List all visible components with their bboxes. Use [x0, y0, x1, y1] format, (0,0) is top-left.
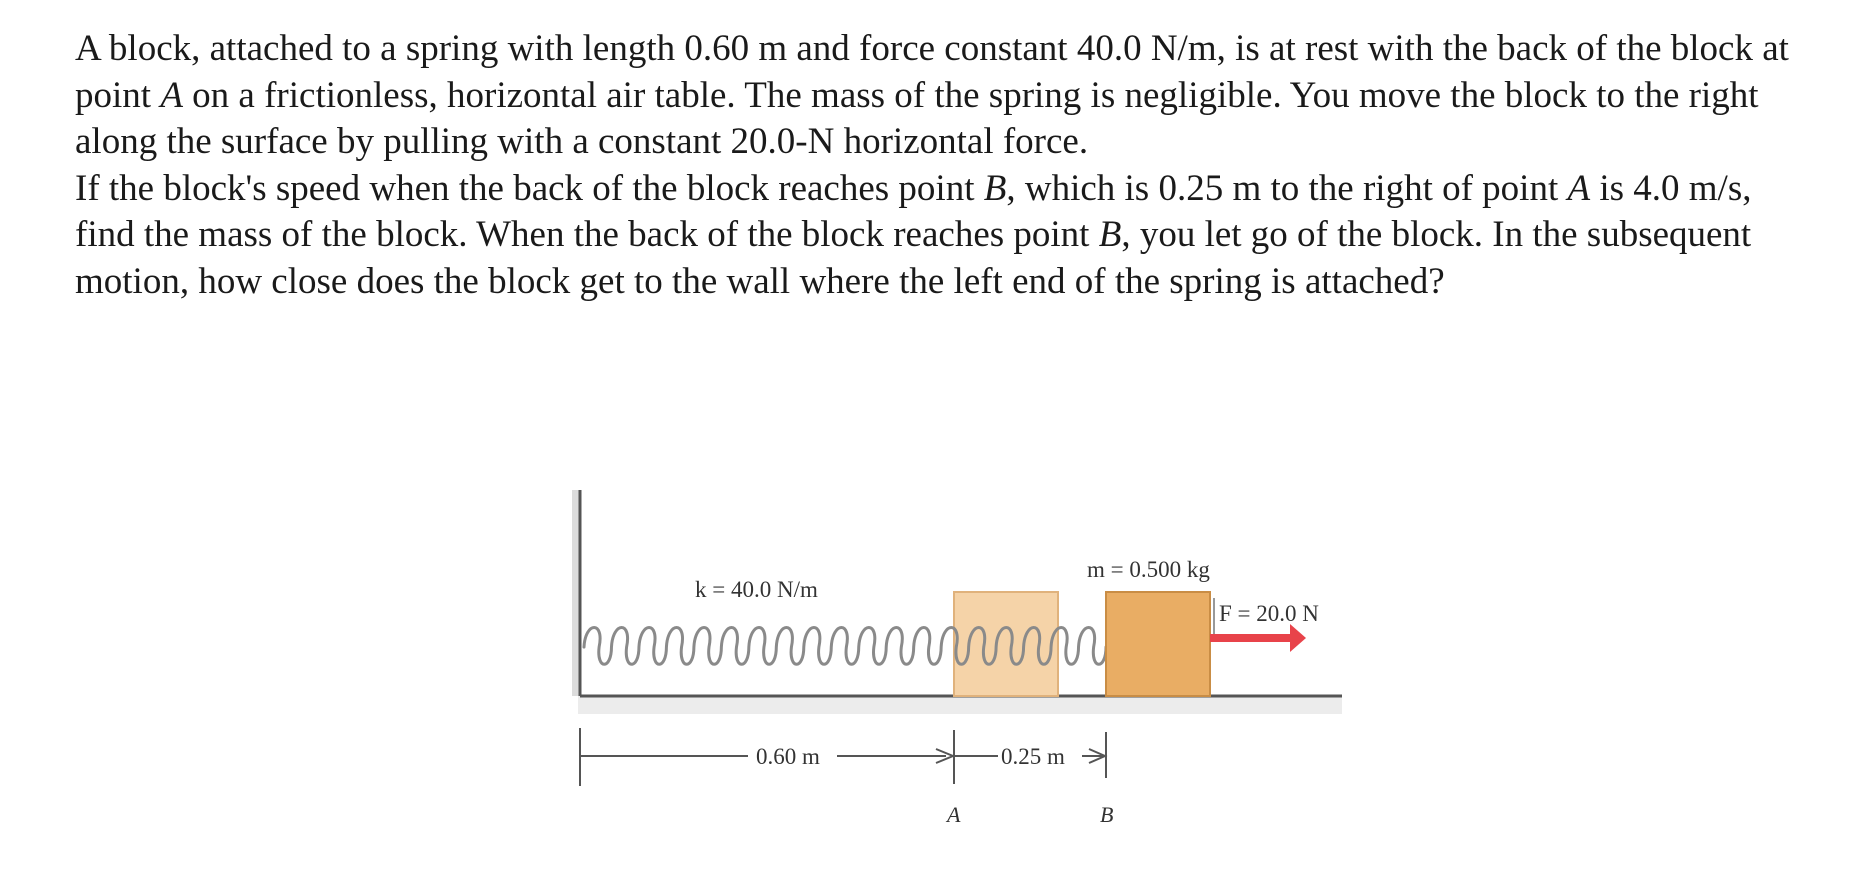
p2-text-1: If the block's speed when the back of the block reaches point — [75, 167, 984, 209]
point-b-label: B — [1100, 802, 1114, 827]
block-final-position — [1106, 592, 1210, 696]
p1-text-2: on a frictionless, horizontal air table. The mass of the spring is negligible. You move the block to the right along the surface by pulling with a constant 20.0-N horizontal force. — [75, 74, 1759, 162]
floor-shadow — [578, 696, 1342, 714]
p1-var-a: A — [160, 74, 183, 116]
p2-text-4: , you let go of the block. In the subsequent motion, how close does the block get to the wall where the left end of the spring is attached? — [75, 214, 1752, 302]
p2-var-b2: B — [1098, 214, 1122, 255]
p1-text-1: A block, attached to a spring with length 0.60 m and force constant 40.0 N/m, is at rest with the back of the block at point — [75, 28, 1789, 116]
mass-label: m = 0.500 kg — [1087, 557, 1210, 582]
point-a-label: A — [947, 802, 961, 827]
p2-text-2: , which is 0.25 m to the right of point — [1006, 167, 1568, 209]
p2-var-b: B — [983, 167, 1007, 209]
length-label: 0.60 m — [756, 744, 820, 769]
spring-constant-label: k = 40.0 N/m — [695, 577, 818, 602]
displacement-label: 0.25 m — [1001, 744, 1065, 769]
force-arrow-shaft — [1210, 634, 1295, 642]
force-arrow-head — [1290, 624, 1306, 652]
p2-text-3: is 4.0 m/s, find the mass of the block. When the back of the block reaches point — [75, 167, 1752, 255]
force-label: F = 20.0 N — [1219, 601, 1319, 626]
p2-var-a: A — [1567, 167, 1591, 209]
